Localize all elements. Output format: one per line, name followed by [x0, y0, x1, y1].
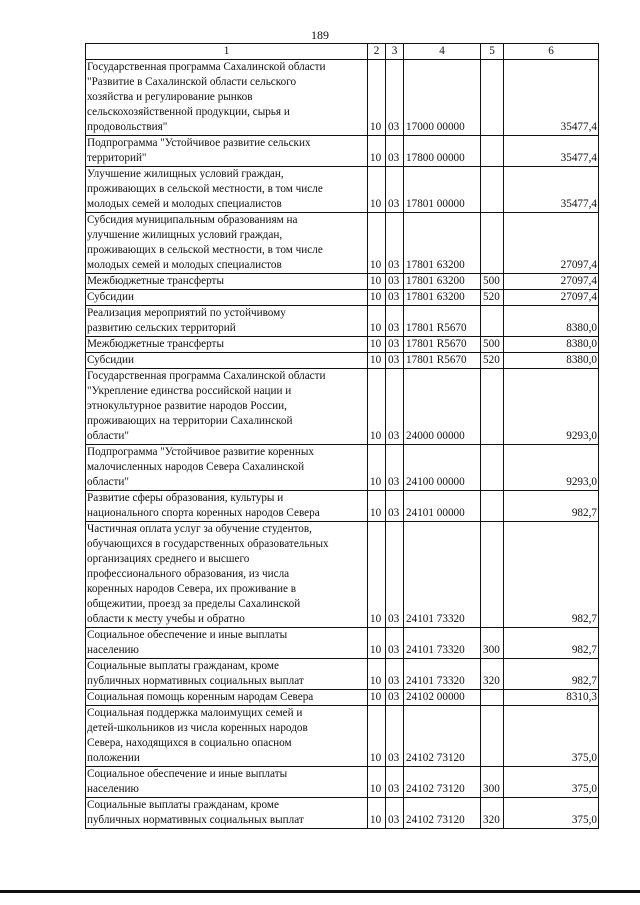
- table-row: [86, 60, 599, 136]
- header-col-2: 2: [368, 44, 386, 60]
- amount-cell: 8380,0: [504, 353, 599, 369]
- expense-type-cell: [481, 690, 504, 706]
- table-row: [86, 445, 599, 491]
- amount-cell: 27097,4: [504, 290, 599, 306]
- header-col-1: 1: [86, 44, 368, 60]
- section-code-cell: 10: [368, 659, 386, 690]
- expense-type-cell: [481, 445, 504, 491]
- expense-type-cell: [481, 491, 504, 522]
- table-row: [86, 306, 599, 337]
- target-item-cell: 17800 00000: [404, 136, 481, 167]
- section-code-cell: 10: [368, 369, 386, 445]
- subsection-code-cell: 03: [386, 798, 404, 829]
- amount-cell: 9293,0: [504, 445, 599, 491]
- target-item-cell: 17801 63200: [404, 213, 481, 274]
- subsection-code-cell: 03: [386, 60, 404, 136]
- section-code-cell: 10: [368, 213, 386, 274]
- target-item-cell: 24101 73320: [404, 522, 481, 628]
- section-code-cell: 10: [368, 767, 386, 798]
- target-item-cell: 24100 00000: [404, 445, 481, 491]
- target-item-cell: 24102 73120: [404, 798, 481, 829]
- row-name-cell: Развитие сферы образования, культуры и национального спорта коренных народов Севера: [86, 491, 368, 522]
- row-name-cell: Межбюджетные трансферты: [86, 337, 368, 353]
- subsection-code-cell: 03: [386, 522, 404, 628]
- row-name-cell: Частичная оплата услуг за обучение студентов, обучающихся в государственных образовательных организациях среднего и высшего профессионального образования, из числа коренных народов Севера, их проживание в общежитии, проезд за пределы Сахалинской области к месту учебы и обратно: [86, 522, 368, 628]
- subsection-code-cell: 03: [386, 628, 404, 659]
- table-row: [86, 353, 599, 369]
- row-name-cell: Субсидии: [86, 353, 368, 369]
- target-item-cell: 17801 R5670: [404, 306, 481, 337]
- row-name-cell: Социальная помощь коренным народам Севера: [86, 690, 368, 706]
- expense-type-cell: 500: [481, 274, 504, 290]
- section-code-cell: 10: [368, 290, 386, 306]
- expense-type-cell: 300: [481, 628, 504, 659]
- target-item-cell: 24000 00000: [404, 369, 481, 445]
- table-row: [86, 213, 599, 274]
- table-row: [86, 290, 599, 306]
- target-item-cell: 17801 R5670: [404, 353, 481, 369]
- section-code-cell: 10: [368, 306, 386, 337]
- row-name-cell: Социальное обеспечение и иные выплаты населению: [86, 767, 368, 798]
- subsection-code-cell: 03: [386, 136, 404, 167]
- footer-rule: [0, 890, 640, 893]
- expense-type-cell: [481, 369, 504, 445]
- subsection-code-cell: 03: [386, 306, 404, 337]
- expense-type-cell: [481, 706, 504, 767]
- target-item-cell: 17801 R5670: [404, 337, 481, 353]
- expense-type-cell: 300: [481, 767, 504, 798]
- expense-type-cell: [481, 213, 504, 274]
- row-name-cell: Социальные выплаты гражданам, кроме публичных нормативных социальных выплат: [86, 659, 368, 690]
- table-row: [86, 337, 599, 353]
- table-row: [86, 136, 599, 167]
- amount-cell: 27097,4: [504, 213, 599, 274]
- table-row: [86, 659, 599, 690]
- table-row: [86, 798, 599, 829]
- section-code-cell: 10: [368, 491, 386, 522]
- subsection-code-cell: 03: [386, 353, 404, 369]
- section-code-cell: 10: [368, 706, 386, 767]
- row-name-cell: Государственная программа Сахалинской области "Укрепление единства российской нации и этнокультурное развитие народов России, проживающих на территории Сахалинской области": [86, 369, 368, 445]
- subsection-code-cell: 03: [386, 290, 404, 306]
- header-col-6: 6: [504, 44, 599, 60]
- amount-cell: 35477,4: [504, 167, 599, 213]
- target-item-cell: 24101 00000: [404, 491, 481, 522]
- row-name-cell: Межбюджетные трансферты: [86, 274, 368, 290]
- target-item-cell: 24102 73120: [404, 706, 481, 767]
- amount-cell: 375,0: [504, 798, 599, 829]
- expense-type-cell: [481, 136, 504, 167]
- subsection-code-cell: 03: [386, 274, 404, 290]
- amount-cell: 375,0: [504, 706, 599, 767]
- header-col-3: 3: [386, 44, 404, 60]
- table-row: [86, 369, 599, 445]
- amount-cell: 8380,0: [504, 306, 599, 337]
- expense-type-cell: 320: [481, 798, 504, 829]
- subsection-code-cell: 03: [386, 706, 404, 767]
- expense-type-cell: 500: [481, 337, 504, 353]
- expense-type-cell: [481, 167, 504, 213]
- table-row: [86, 167, 599, 213]
- target-item-cell: 17801 63200: [404, 274, 481, 290]
- table-header-row: [86, 44, 599, 60]
- table-row: [86, 628, 599, 659]
- section-code-cell: 10: [368, 353, 386, 369]
- table-row: [86, 274, 599, 290]
- subsection-code-cell: 03: [386, 491, 404, 522]
- row-name-cell: Подпрограмма "Устойчивое развитие коренных малочисленных народов Севера Сахалинской области": [86, 445, 368, 491]
- expense-type-cell: [481, 60, 504, 136]
- expense-type-cell: 320: [481, 659, 504, 690]
- header-col-4: 4: [404, 44, 481, 60]
- amount-cell: 35477,4: [504, 60, 599, 136]
- row-name-cell: Субсидии: [86, 290, 368, 306]
- subsection-code-cell: 03: [386, 369, 404, 445]
- subsection-code-cell: 03: [386, 767, 404, 798]
- table-row: [86, 491, 599, 522]
- section-code-cell: 10: [368, 690, 386, 706]
- amount-cell: 27097,4: [504, 274, 599, 290]
- row-name-cell: Социальные выплаты гражданам, кроме публичных нормативных социальных выплат: [86, 798, 368, 829]
- subsection-code-cell: 03: [386, 659, 404, 690]
- table-row: [86, 706, 599, 767]
- target-item-cell: 24102 00000: [404, 690, 481, 706]
- header-col-5: 5: [481, 44, 504, 60]
- amount-cell: 982,7: [504, 491, 599, 522]
- expense-type-cell: [481, 306, 504, 337]
- section-code-cell: 10: [368, 798, 386, 829]
- target-item-cell: 17801 00000: [404, 167, 481, 213]
- page-number: 189: [311, 28, 329, 42]
- row-name-cell: Подпрограмма "Устойчивое развитие сельских территорий": [86, 136, 368, 167]
- section-code-cell: 10: [368, 60, 386, 136]
- amount-cell: 982,7: [504, 659, 599, 690]
- row-name-cell: Улучшение жилищных условий граждан, проживающих в сельской местности, в том числе молодых семей и молодых специалистов: [86, 167, 368, 213]
- section-code-cell: 10: [368, 274, 386, 290]
- amount-cell: 9293,0: [504, 369, 599, 445]
- table-row: [86, 767, 599, 798]
- section-code-cell: 10: [368, 167, 386, 213]
- amount-cell: 8310,3: [504, 690, 599, 706]
- section-code-cell: 10: [368, 522, 386, 628]
- subsection-code-cell: 03: [386, 213, 404, 274]
- target-item-cell: 17801 63200: [404, 290, 481, 306]
- section-code-cell: 10: [368, 136, 386, 167]
- amount-cell: 982,7: [504, 522, 599, 628]
- subsection-code-cell: 03: [386, 167, 404, 213]
- amount-cell: 982,7: [504, 628, 599, 659]
- target-item-cell: 17000 00000: [404, 60, 481, 136]
- subsection-code-cell: 03: [386, 690, 404, 706]
- row-name-cell: Социальное обеспечение и иные выплаты населению: [86, 628, 368, 659]
- table-body: [86, 44, 599, 829]
- expense-type-cell: [481, 522, 504, 628]
- row-name-cell: Реализация мероприятий по устойчивому развитию сельских территорий: [86, 306, 368, 337]
- target-item-cell: 24102 73120: [404, 767, 481, 798]
- table-row: [86, 522, 599, 628]
- table-row: [86, 690, 599, 706]
- target-item-cell: 24101 73320: [404, 628, 481, 659]
- row-name-cell: Социальная поддержка малоимущих семей и детей-школьников из числа коренных народов Севера, находящихся в социально опасном положении: [86, 706, 368, 767]
- expense-type-cell: 520: [481, 353, 504, 369]
- section-code-cell: 10: [368, 445, 386, 491]
- subsection-code-cell: 03: [386, 445, 404, 491]
- amount-cell: 8380,0: [504, 337, 599, 353]
- section-code-cell: 10: [368, 337, 386, 353]
- subsection-code-cell: 03: [386, 337, 404, 353]
- section-code-cell: 10: [368, 628, 386, 659]
- budget-table: [85, 43, 599, 829]
- row-name-cell: Субсидия муниципальным образованиям на улучшение жилищных условий граждан, проживающих в сельской местности, в том числе молодых семей и молодых специалистов: [86, 213, 368, 274]
- expense-type-cell: 520: [481, 290, 504, 306]
- amount-cell: 375,0: [504, 767, 599, 798]
- target-item-cell: 24101 73320: [404, 659, 481, 690]
- amount-cell: 35477,4: [504, 136, 599, 167]
- row-name-cell: Государственная программа Сахалинской области "Развитие в Сахалинской области сельского хозяйства и регулирование рынков сельскохозяйственной продукции, сырья и продовольствия": [86, 60, 368, 136]
